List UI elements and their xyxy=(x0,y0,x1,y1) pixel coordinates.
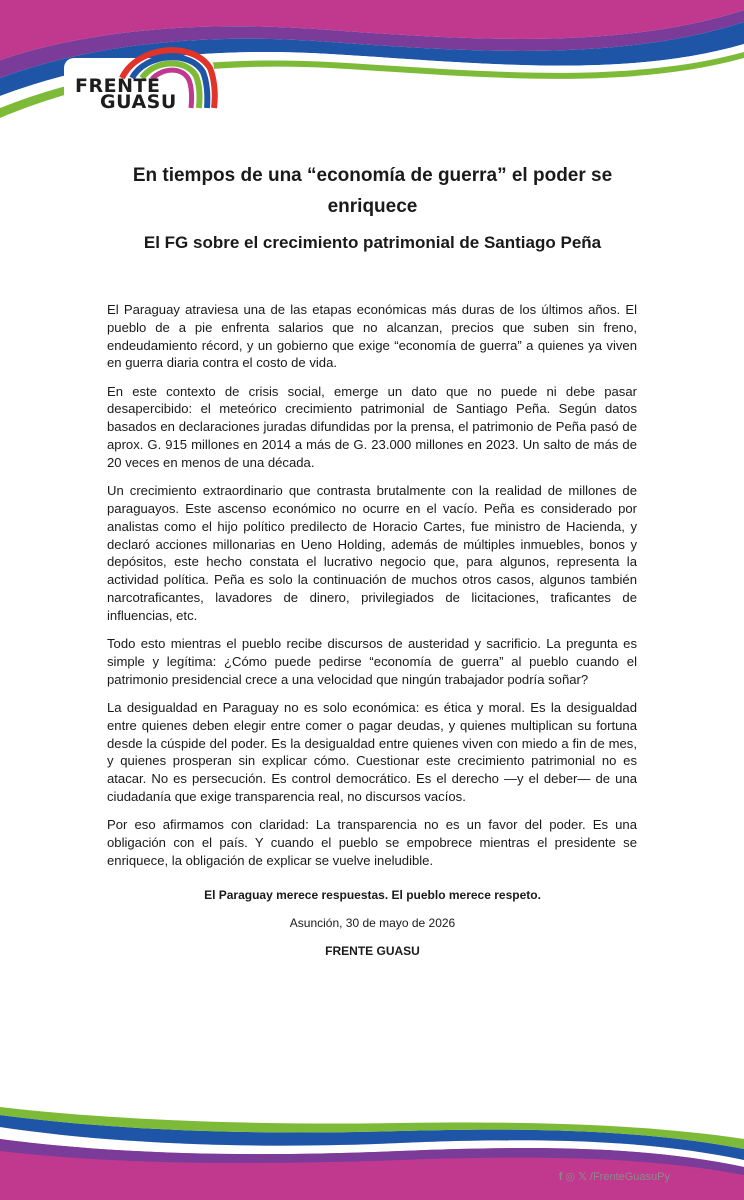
social-media-footer xyxy=(559,1170,670,1183)
body-paragraph: Un crecimiento extraordinario que contrasta brutalmente con la realidad de millones de paraguayos. Este ascenso económico no ocurre en el vacío. Peña es considerado por analistas como el hijo político predilecto de Horacio Cartes, fue ministro de Hacienda, y declaró acciones millonarias en Ueno Holding, además de múltiples inmuebles, bonos y depósitos, este hecho constata el lucrativo negocio que, para algunos, representa la actividad política. Peña es solo la continuación de muchos otros casos, algunos también narcotraficantes, lavadores de dinero, privilegiados de licitaciones, traficantes de influencias, etc. xyxy=(107,483,637,623)
body-paragraph: El Paraguay atraviesa una de las etapas económicas más duras de los últimos años. El pueblo de a pie enfrenta salarios que no alcanzan, precios que suben sin freno, endeudamiento récord, y un gobierno que exige “economía de guerra” a quienes ya viven en guerra diaria contra el costo de vida. xyxy=(107,302,637,371)
facebook-icon: f xyxy=(558,1170,563,1183)
closing-statement: El Paraguay merece respuestas. El pueblo merece respeto. xyxy=(204,888,541,902)
social-handle: /FrenteGuasuPy xyxy=(589,1170,670,1183)
logo-text-guasu: GUASU xyxy=(100,91,177,113)
document-body xyxy=(107,301,637,880)
footer-wave-decoration xyxy=(0,1105,744,1200)
body-paragraph: La desigualdad en Paraguay no es solo económica: es ética y moral. Es la desigualdad entre quienes deben elegir entre comer o pagar deudas, y quienes multiplican su fortuna desde la cúspide del poder. Es la desigualdad entre quienes viven con miedo a fin de mes, y quienes prosperan sin explicar cómo. Cuestionar este crecimiento patrimonial no es atacar. No es persecución. Es control democrático. Es el derecho —y el deber— de una ciudadanía que exige transparencia real, no discursos vacíos. xyxy=(107,699,637,804)
body-paragraph: Por eso afirmamos con claridad: La transparencia no es un favor del poder. Es una obligación con el país. Y cuando el pueblo se empobrece mientras el presidente se enriquece, la obligación de explicar se vuelve ineludible. xyxy=(107,817,637,868)
logo-text-frente: FRENTE xyxy=(75,75,161,97)
body-paragraph: En este contexto de crisis social, emerge un dato que no puede ni debe pasar desapercibido: el meteórico crecimiento patrimonial de Santiago Peña. Según datos basados en declaraciones juradas difundidas por la prensa, el patrimonio de Peña pasó de aprox. G. 915 millones en 2014 a más de G. 23.000 millones en 2023. Un salto de más de 20 veces en menos de una década. xyxy=(107,383,637,470)
document-title: En tiempos de una “economía de guerra” el poder se enriquece xyxy=(132,165,613,217)
instagram-icon: ◎ xyxy=(565,1171,576,1183)
x-icon: 𝕏 xyxy=(578,1171,587,1183)
document-subtitle: El FG sobre el crecimiento patrimonial de Santiago Peña xyxy=(143,233,602,252)
body-paragraph: Todo esto mientras el pueblo recibe discursos de austeridad y sacrificio. La pregunta es simple y legítima: ¿Cómo puede pedirse “economía de guerra” al pueblo cuando el patrimonio presidencial crece a una velocidad que ningún trabajador podría soñar? xyxy=(107,636,637,687)
signature: FRENTE GUASU xyxy=(325,944,420,958)
place-date: Asunción, 30 de mayo de 2026 xyxy=(289,916,456,930)
